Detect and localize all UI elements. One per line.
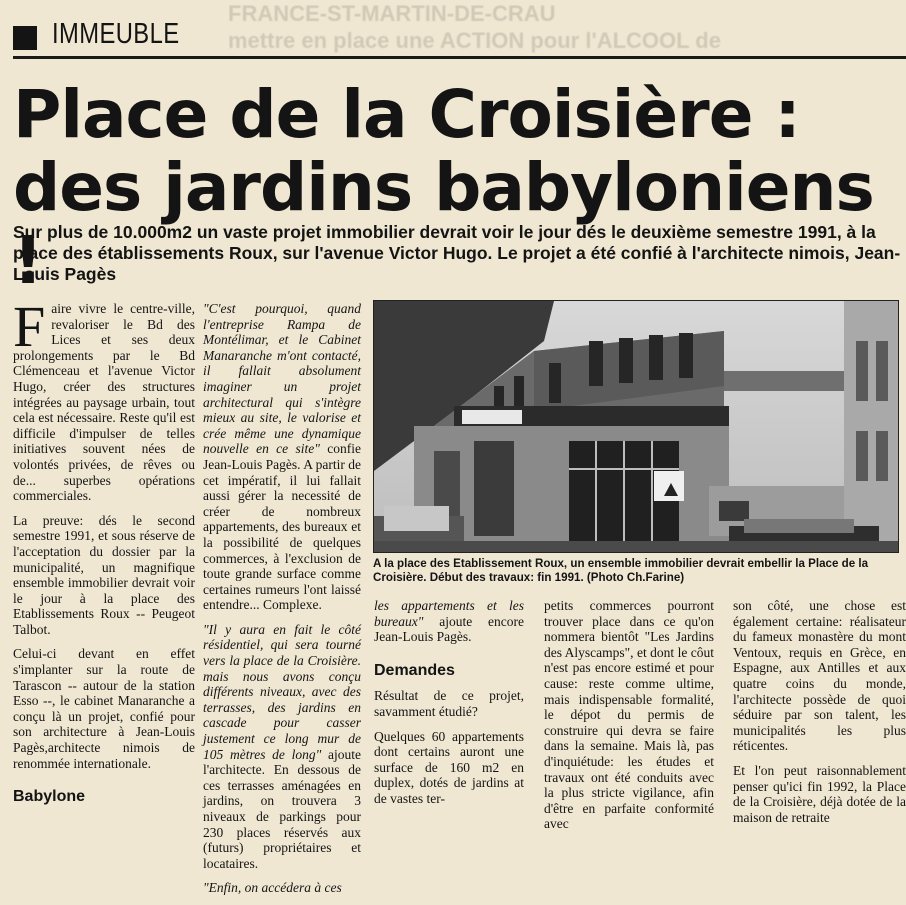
paragraph: Faire vivre le centre-ville, revaloriser le Bd des Lices et ses deux prolongements par le Bd Clémenceau et l'avenue Victor Hugo, créer des structures intégrées au paysage urbain, tout cela est nécessaire. Reste qu'il est difficile d'impulser de telles initiatives souvent nées de volontés privées, de rêves ou de... superbes opérations commerciales. [13, 294, 195, 504]
paragraph: Quelques 60 appartements dont certains auront une surface de 160 m2 en duplex, dotés de jardins at de vastes ter- [374, 728, 524, 806]
photo-caption: A la place des Etablissement Roux, un ensemble immobilier devrait embellir la Place de la Croisière. Début des travaux: fin 1991. (Photo Ch.Farine) [373, 557, 869, 584]
drop-cap: F [13, 294, 46, 359]
paragraph: Résultat de ce projet, savamment étudié? [374, 688, 524, 719]
quote: "Il y aura en fait le côté résidentiel, qui sera tourné vers la place de la Croisière. mais nous avons conçu différents niveaux, avec des terrasses, des jardins en cascade pour casser justement ce long mur de 105 mètres de long" [203, 621, 361, 762]
paragraph: Celui-ci devant en effet s'implanter sur la route de Tarascon -- autour de la station Esso --, le cabinet Manaranche a conçu là un projet, confié pour son architecture à Jean-Louis Pagès,architecte nimois de renommée internationale. [13, 646, 195, 771]
paragraph: Et l'on peut raisonnablement penser qu'ici fin 1992, la Place de la Croisière, déjà dotée de la maison de retraite [733, 762, 906, 825]
subhead-babylone: Babylone [13, 788, 86, 806]
article-column-1 [13, 294, 195, 815]
paragraph: les appartements et les bureaux" ajoute encore Jean-Louis Pagès. [374, 598, 524, 645]
section-label: IMMEUBLE [52, 18, 180, 50]
bleed-line-1: FRANCE-ST-MARTIN-DE-CRAU [228, 1, 556, 26]
section-square-icon [13, 26, 37, 50]
paragraph: La preuve: dés le second semestre 1991, et sous réserve de l'acceptation du dossier par la municipalité, un magnifique ensemble immobilier devrait voir le jour à la place des Etablissements Roux -- Peugeot Talbot. [13, 512, 195, 637]
section-header [0, 0, 906, 62]
article-column-5 [733, 598, 906, 834]
article-column-3 [374, 598, 524, 816]
paragraph: petits commerces pourront trouver place dans ce qu'on nommera bientôt "Les Jardins des Alyscamps", et dont le côut n'est pas encore estimé et pour cause: reste comme ultime, mais indispensable formalité, le dépot du permis de construire qui devra se faire dans la semaine. Mais là, pas d'inquiétude: les études et travaux ont été conduits avec la plus stricte vigilance, afin d'être en parfaite conformité avec [544, 598, 714, 832]
bleed-through-text [228, 0, 906, 60]
quote: "C'est pourquoi, quand l'entreprise Rampa de Montélimar, et le Cabinet Manaranche m'ont contacté, il fallait absolument imaginer un projet architectural qui s'intègre mieux au site, le valorise et crée même une dynamique nouvelle en ce site" [203, 301, 361, 457]
quote: "Enfin, on accédera à ces [203, 880, 342, 896]
headline: Place de la Croisière : des jardins babyloniens ! [13, 76, 874, 299]
paragraph: son côté, une chose est également certaine: réalisateur du fameux monastère du mont Ventoux, requis en Grèce, en Espagne, aux Antilles et aux quatre coins du monde, l'architecte possède de quoi séduire par son talent, les municipalités les plus réticentes. [733, 598, 906, 754]
photo-etablissements-roux [373, 300, 899, 553]
paragraph: "C'est pourquoi, quand l'entreprise Rampa de Montélimar, et le Cabinet Manaranche m'ont contacté, il fallait absolument imaginer un projet architectural qui s'intègre mieux au site, le valorise et crée même une dynamique nouvelle en ce site" confie Jean-Louis Pagès. A partir de cet impératif, il lui fallait aussi gérer la necessité de créer de nombreux appartements, des bureaux et la possibilité de quelques commerces, à l'exclusion de toute grande surface comme certaines rumeurs l'ont laissé entendre... Complexe. [203, 301, 361, 613]
top-rule [13, 56, 906, 59]
paragraph: "Il y aura en fait le côté résidentiel, qui sera tourné vers la place de la Croisière. mais nous avons conçu différents niveaux, avec des terrasses, des jardins en cascade pour casser justement ce long mur de 105 mètres de long" ajoute l'architecte. En dessous de ces terrasses aménagées en jardins, on trouvera 3 niveaux de parkings pour 230 places réservés aux (futurs) propriétaires et locataires. [203, 621, 361, 871]
article-column-4 [544, 598, 714, 841]
subhead-demandes: Demandes [374, 661, 455, 679]
article-column-2 [203, 301, 361, 905]
paragraph [203, 880, 361, 896]
quote: les appartements et les bureaux" [374, 598, 524, 629]
bleed-line-2: mettre en place une ACTION pour l'ALCOOL de [228, 28, 721, 53]
building-photo-image [374, 301, 898, 552]
deck: Sur plus de 10.000m2 un vaste projet immobilier devrait voir le jour dés le deuxième semestre 1991, à la place des établissements Roux, sur l'avenue Victor Hugo. Le projet a été confié à l'architecte nimois, Jean-Louis Pagès [13, 222, 901, 284]
